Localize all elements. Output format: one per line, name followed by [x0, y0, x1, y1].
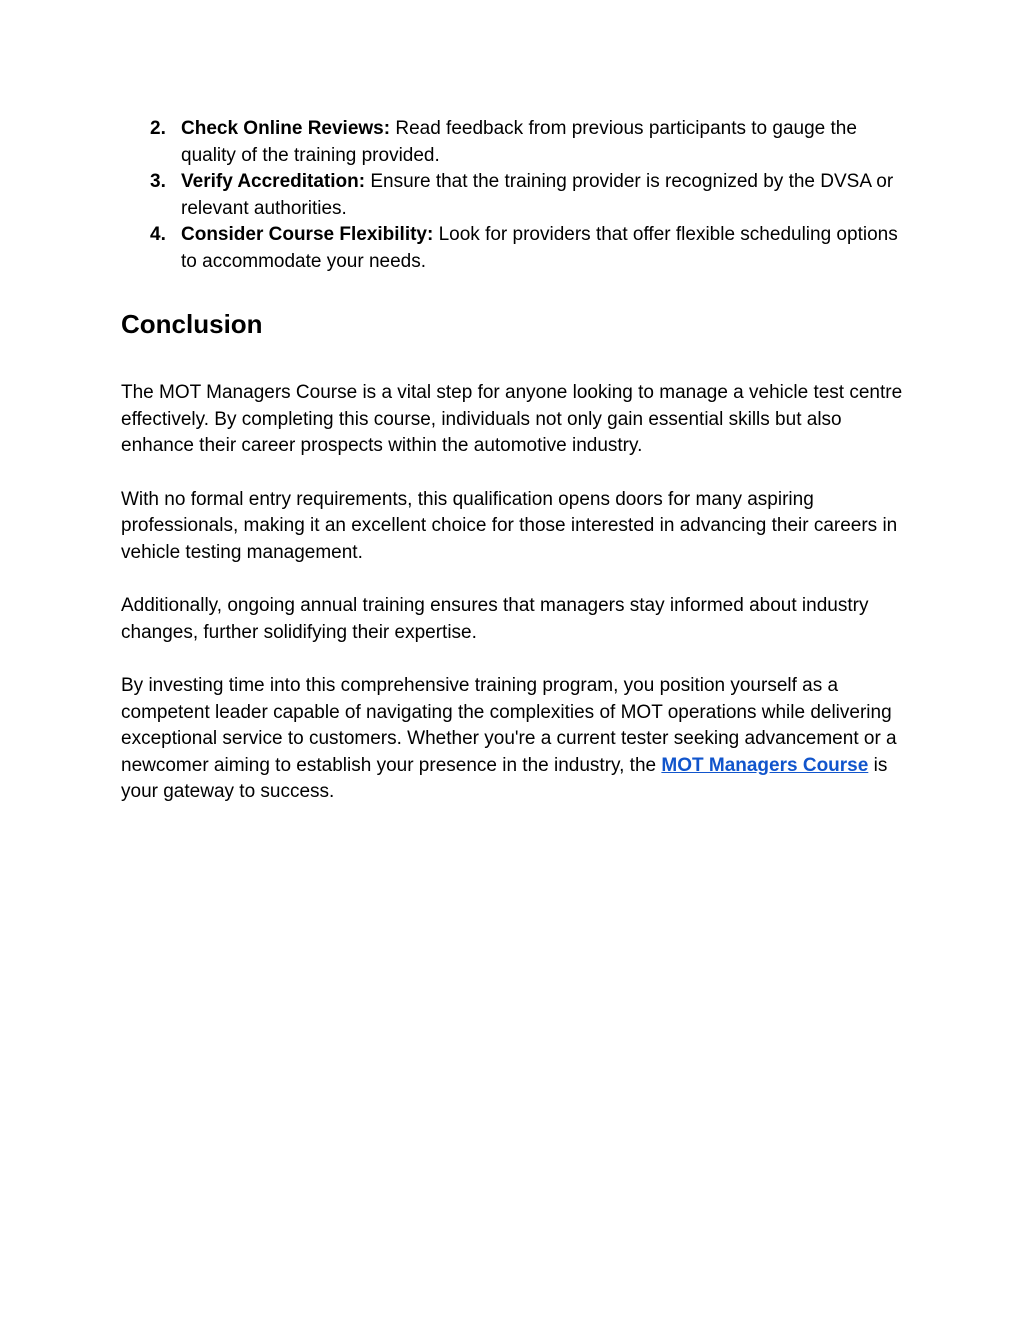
list-item-term: Consider Course Flexibility: [181, 224, 434, 245]
section-heading: Conclusion [121, 309, 263, 339]
document-page [121, 116, 911, 806]
list-number: 4. [150, 224, 166, 245]
list-item-term: Verify Accreditation: [181, 171, 366, 192]
paragraph: The MOT Managers Course is a vital step for anyone looking to manage a vehicle test centre effectively. By completing this course, individuals not only gain essential skills but also enhance their career prospects within the automotive industry. [121, 382, 903, 456]
list-item-term: Check Online Reviews: [181, 118, 391, 139]
final-paragraph [121, 673, 911, 806]
mot-managers-course-link[interactable]: MOT Managers Course [661, 754, 869, 776]
paragraph: With no formal entry requirements, this qualification opens doors for many aspiring professionals, making it an excellent choice for those interested in advancing their careers in vehicle testing management. [121, 488, 898, 563]
tips-list [121, 116, 911, 275]
list-item-text: Ensure that the training provider is recognized by the DVSA or relevant authorities. [181, 171, 894, 219]
list-item [121, 169, 911, 222]
list-number: 3. [150, 171, 166, 192]
paragraph-text: By investing time into this comprehensive training program, you position yourself as a competent leader capable of navigating the complexities of MOT operations while delivering exceptional service to customers. Whether you're a current tester seeking advancement or a newcomer aiming to establish your presence in the industry, the [121, 675, 897, 776]
list-item-text: Look for providers that offer flexible scheduling options to accommodate your needs. [181, 224, 898, 272]
list-item-text: Read feedback from previous participants to gauge the quality of the training provided. [181, 118, 857, 166]
list-item [121, 116, 911, 169]
paragraph: Additionally, ongoing annual training ensures that managers stay informed about industry changes, further solidifying their expertise. [121, 595, 869, 643]
list-item [121, 222, 911, 275]
paragraph-text: is your gateway to success. [121, 754, 888, 802]
list-number: 2. [150, 118, 166, 139]
